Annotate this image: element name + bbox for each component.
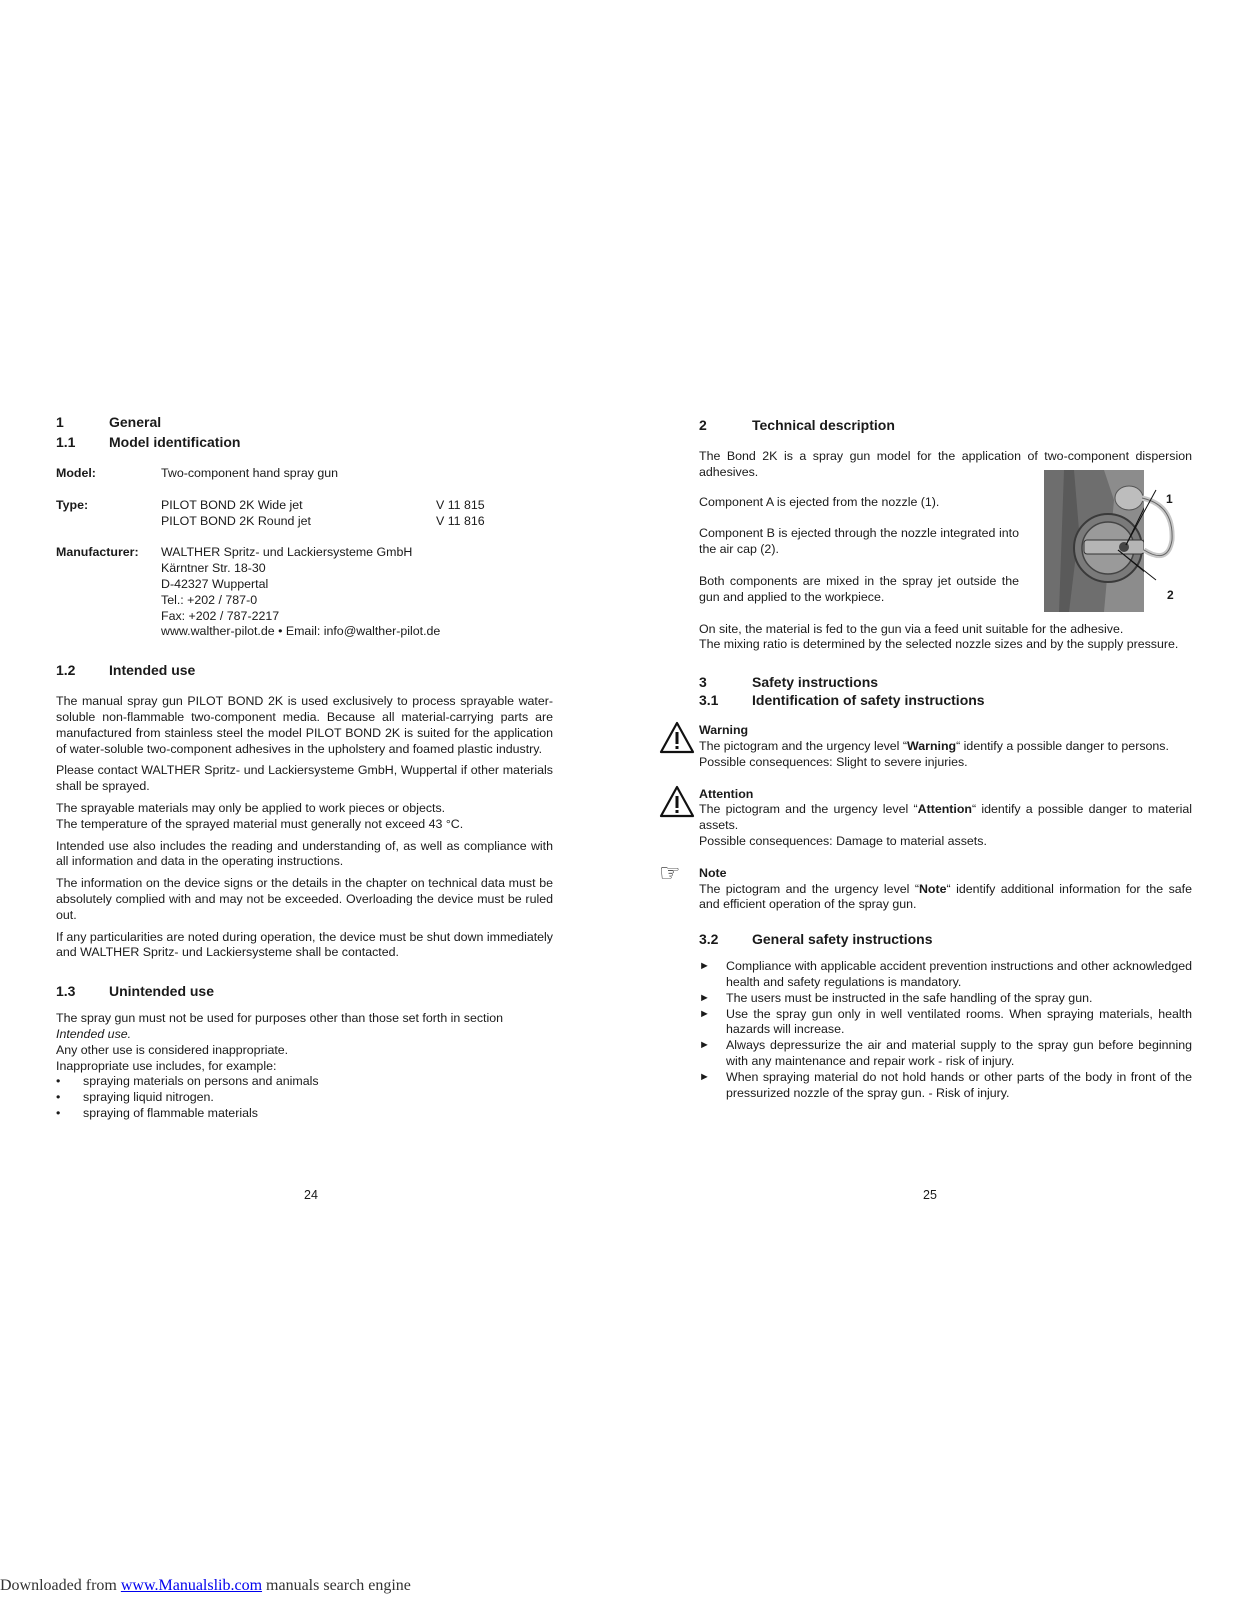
page-number-left: 24	[304, 1188, 318, 1202]
unintended-line-3: Inappropriate use includes, for example:	[56, 1058, 277, 1073]
intended-para-3: The sprayable materials may only be applied to work pieces or objects.	[56, 800, 446, 815]
attention-triangle-icon	[659, 785, 695, 819]
figure-label-1: 1	[1166, 492, 1173, 506]
page-number-right: 25	[923, 1188, 937, 1202]
tech-para-4: Both components are mixed in the spray jet outside the gun and applied to the workpiece.	[699, 573, 1019, 604]
unintended-italic: Intended use.	[56, 1026, 132, 1041]
tech-para-1: The Bond 2K is a spray gun model for the application of two-component dispersion adhesives.	[699, 449, 1192, 479]
intended-para-5: Intended use also includes the reading and understanding of, as well as compliance with all information and data in the operating instructions.	[56, 838, 553, 869]
unintended-line-2: Any other use is considered inappropriate.	[56, 1042, 289, 1057]
figure-label-2: 2	[1167, 588, 1174, 602]
tech-para-5: On site, the material is fed to the gun via a feed unit suitable for the adhesive.	[699, 621, 1124, 636]
intended-para-6: The information on the device signs or the details in the chapter on technical data must be absolutely complied with and may not be exceeded. Overloading the device must be ruled out.	[56, 876, 553, 922]
heading-general: 1 General	[56, 414, 162, 430]
heading-model-identification: 1.1 Model identification	[56, 434, 241, 450]
warning-block: Warning The pictogram and the urgency level “Warning“ identify a possible danger to persons. Possible consequences: Slight to severe injuries.	[699, 723, 1192, 770]
list-item: ► When spraying material do not hold hands or other parts of the body in front of the pressurized nozzle of the spray gun. - Risk of injury.	[699, 1069, 1192, 1100]
heading-safety-instructions: 3 Safety instructions	[699, 674, 879, 691]
intended-para-7: If any particularities are noted during operation, the device must be shut down immediately and WALTHER Spritz- und Lackiersysteme shall be contacted.	[56, 929, 553, 960]
heading-technical-description: 2 Technical description	[699, 417, 895, 433]
spray-gun-illustration	[1044, 470, 1184, 612]
heading-intended-use: 1.2 Intended use	[56, 662, 196, 679]
tech-para-2: Component A is ejected from the nozzle (1).	[699, 494, 940, 509]
pointing-hand-icon: ☞	[659, 858, 681, 887]
list-item: ► Always depressurize the air and material supply to the spray gun before beginning with any maintenance and repair work - risk of injury.	[699, 1038, 1192, 1068]
list-item: ► Use the spray gun only in well ventilated rooms. When spraying materials, health hazards will increase.	[699, 1006, 1192, 1037]
heading-general-safety: 3.2 General safety instructions	[699, 931, 933, 948]
list-item: ► Compliance with applicable accident prevention instructions and other acknowledged health and safety regulations is mandatory.	[699, 959, 1192, 989]
list-item: • spraying of flammable materials	[56, 1105, 258, 1120]
intended-para-1: The manual spray gun PILOT BOND 2K is used exclusively to process sprayable water-soluble non-flammable two-component media. Because all material-carrying parts are manufactured from stainless steel the model PILOT BOND 2K is suited for the application of water-soluble two-component adhesives in the upholstery and foamed plastic industry.	[56, 694, 553, 756]
type-row-2: PILOT BOND 2K Round jet V 11 816	[161, 513, 485, 528]
list-item: • spraying liquid nitrogen.	[56, 1090, 214, 1105]
manualslib-link[interactable]: www.Manualslib.com	[120, 1577, 263, 1594]
spray-gun-figure	[1044, 470, 1184, 612]
manufacturer-block: Manufacturer: WALTHER Spritz- und Lackiersysteme GmbH Kärntner Str. 18-30 D-42327 Wuppertal Tel.: +202 / 787-0 Fax: +202 / 787-2217 www.walther-pilot.de • Email: info@walther-pilot.de	[56, 545, 441, 639]
download-footer: Downloaded from www.Manualslib.com manuals search engine	[0, 1577, 411, 1594]
model-row: Model: Two-component hand spray gun	[56, 466, 339, 480]
heading-unintended-use: 1.3 Unintended use	[56, 983, 215, 1000]
tech-para-3: Component B is ejected through the nozzle integrated into the air cap (2).	[699, 526, 1019, 557]
attention-block: Attention The pictogram and the urgency level “Attention“ identify a possible danger to material assets. Possible consequences: Damage to material assets.	[699, 787, 1192, 850]
list-item: ► The users must be instructed in the safe handling of the spray gun.	[699, 990, 1093, 1005]
unintended-intro: The spray gun must not be used for purposes other than those set forth in section	[56, 1011, 504, 1026]
list-item: • spraying materials on persons and animals	[56, 1074, 319, 1089]
heading-identification-safety: 3.1 Identification of safety instructions	[699, 692, 985, 709]
type-row-1: Type: PILOT BOND 2K Wide jet V 11 815	[56, 497, 485, 512]
intended-para-4: The temperature of the sprayed material must generally not exceed 43 °C.	[56, 816, 464, 831]
warning-triangle-icon	[659, 721, 695, 755]
left-page	[56, 412, 553, 1122]
intended-para-2: Please contact WALTHER Spritz- und Lackiersysteme GmbH, Wuppertal if other materials shall be sprayed.	[56, 763, 553, 794]
tech-para-6: The mixing ratio is determined by the selected nozzle sizes and by the supply pressure.	[699, 637, 1179, 652]
note-block: ☞ Note The pictogram and the urgency level “Note“ identify additional information for the safe and efficient operation of the spray gun.	[659, 858, 1192, 912]
